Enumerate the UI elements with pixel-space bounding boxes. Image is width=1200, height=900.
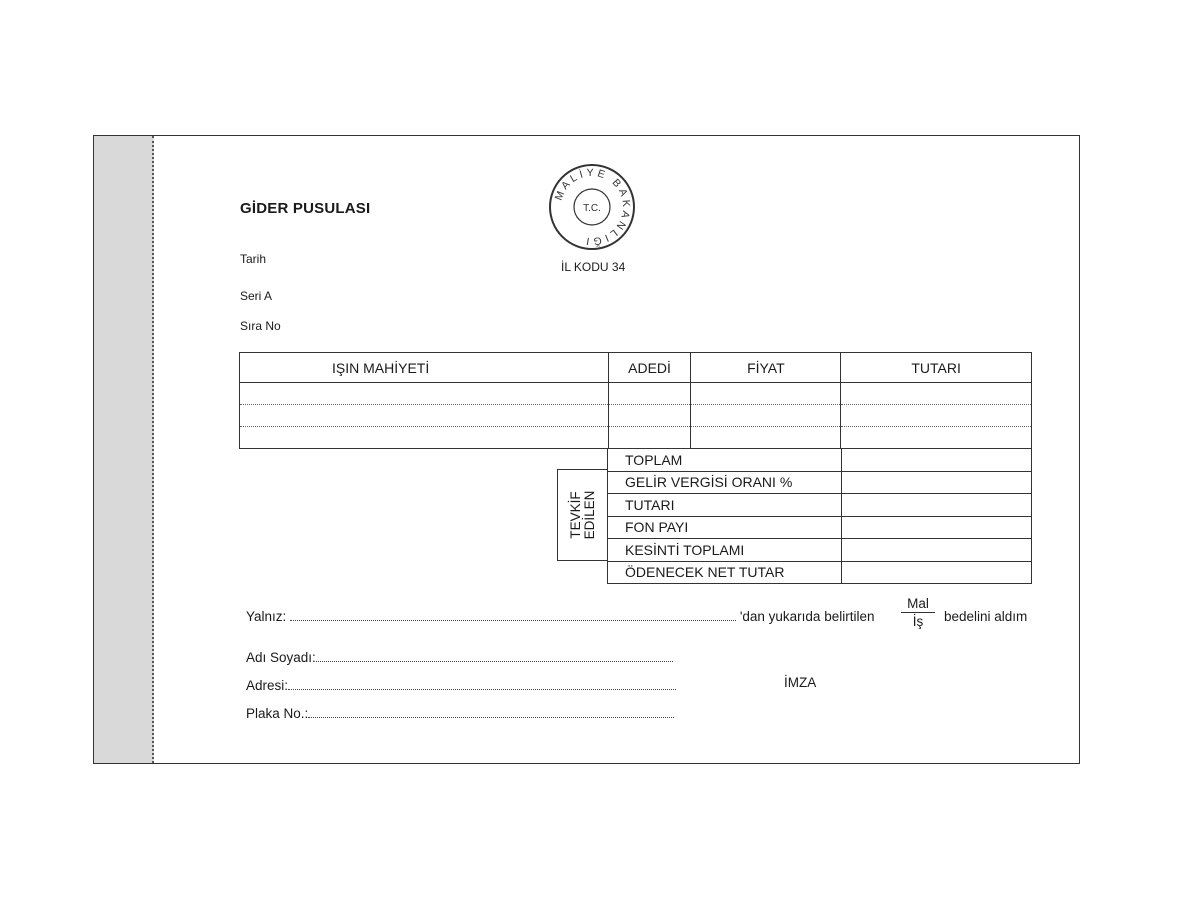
- summary-label: GELİR VERGİSİ ORANI %: [608, 471, 842, 494]
- items-table: [239, 352, 1032, 449]
- adi-soyadi-label: Adı Soyadı:: [246, 650, 316, 665]
- summary-value[interactable]: [841, 471, 1031, 494]
- imza-label: İMZA: [784, 675, 817, 690]
- summary-label: ÖDENECEK NET TUTAR: [608, 561, 842, 584]
- header-tutari: TUTARI: [841, 353, 1032, 383]
- ministry-stamp-icon: [547, 162, 637, 252]
- plaka-field[interactable]: [308, 717, 674, 718]
- adresi-field[interactable]: [288, 689, 676, 690]
- mal-label: Mal: [901, 596, 935, 613]
- summary-label: KESİNTİ TOPLAMI: [608, 539, 842, 562]
- svg-text:T.C.: T.C.: [583, 203, 601, 214]
- bedel-label: bedelini aldım: [944, 609, 1028, 624]
- table-row: [240, 405, 1032, 427]
- cell-fiyat[interactable]: [691, 383, 841, 405]
- tarih-label: Tarih: [240, 252, 267, 266]
- cell-tutari[interactable]: [841, 405, 1032, 427]
- cell-tutari[interactable]: [841, 427, 1032, 449]
- adresi-line: [246, 678, 676, 693]
- summary-label: FON PAYI: [608, 516, 842, 539]
- summary-row-odenecek-net: [608, 561, 1032, 584]
- summary-table: [607, 448, 1032, 584]
- table-row: [240, 427, 1032, 449]
- cell-adedi[interactable]: [608, 383, 691, 405]
- summary-row-fon-payi: [608, 516, 1032, 539]
- cell-tutari[interactable]: [841, 383, 1032, 405]
- summary-row-kesinti-toplami: [608, 539, 1032, 562]
- cell-mahiyet[interactable]: [240, 405, 609, 427]
- header-isin-mahiyeti: IŞIN MAHİYETİ: [240, 353, 609, 383]
- plaka-label: Plaka No.:: [246, 706, 309, 721]
- seri-label: Seri A: [240, 289, 273, 303]
- cell-adedi[interactable]: [608, 427, 691, 449]
- summary-value[interactable]: [841, 516, 1031, 539]
- edilen-label: EDİLEN: [581, 490, 597, 540]
- yalniz-suffix: 'dan yukarıda belirtilen: [739, 609, 875, 624]
- receipt-form: [93, 135, 1080, 764]
- cell-mahiyet[interactable]: [240, 427, 609, 449]
- table-row: [240, 383, 1032, 405]
- tevkif-label: TEVKİF: [567, 491, 583, 539]
- plaka-line: [246, 706, 674, 721]
- header-adedi: ADEDİ: [608, 353, 691, 383]
- adi-soyadi-field[interactable]: [316, 661, 673, 662]
- is-label: İş: [912, 614, 924, 629]
- yalniz-line: [246, 609, 874, 624]
- yalniz-label: Yalnız:: [246, 609, 287, 624]
- cell-mahiyet[interactable]: [240, 383, 609, 405]
- adi-soyadi-line: [246, 650, 673, 665]
- summary-value[interactable]: [841, 494, 1031, 517]
- summary-row-tutari: [608, 494, 1032, 517]
- summary-value[interactable]: [841, 561, 1031, 584]
- yalniz-field[interactable]: [290, 620, 736, 621]
- cell-fiyat[interactable]: [691, 427, 841, 449]
- il-kodu: İL KODU 34: [561, 260, 626, 274]
- cell-adedi[interactable]: [608, 405, 691, 427]
- cell-fiyat[interactable]: [691, 405, 841, 427]
- summary-row-gelir-vergisi: [608, 471, 1032, 494]
- summary-label: TOPLAM: [608, 449, 842, 472]
- summary-value[interactable]: [841, 539, 1031, 562]
- tevkif-edilen-box: [557, 469, 608, 561]
- header-fiyat: FİYAT: [691, 353, 841, 383]
- summary-row-toplam: [608, 449, 1032, 472]
- summary-label: TUTARI: [608, 494, 842, 517]
- form-title: GİDER PUSULASI: [240, 200, 371, 217]
- perforated-stub: [94, 136, 154, 763]
- adresi-label: Adresi:: [246, 678, 289, 693]
- svg-text:MALİYE BAKANLIĞI: MALİYE BAKANLIĞI: [552, 166, 633, 248]
- mal-is-fraction: [901, 596, 935, 629]
- summary-value[interactable]: [841, 449, 1031, 472]
- sira-no-label: Sıra No: [240, 319, 281, 333]
